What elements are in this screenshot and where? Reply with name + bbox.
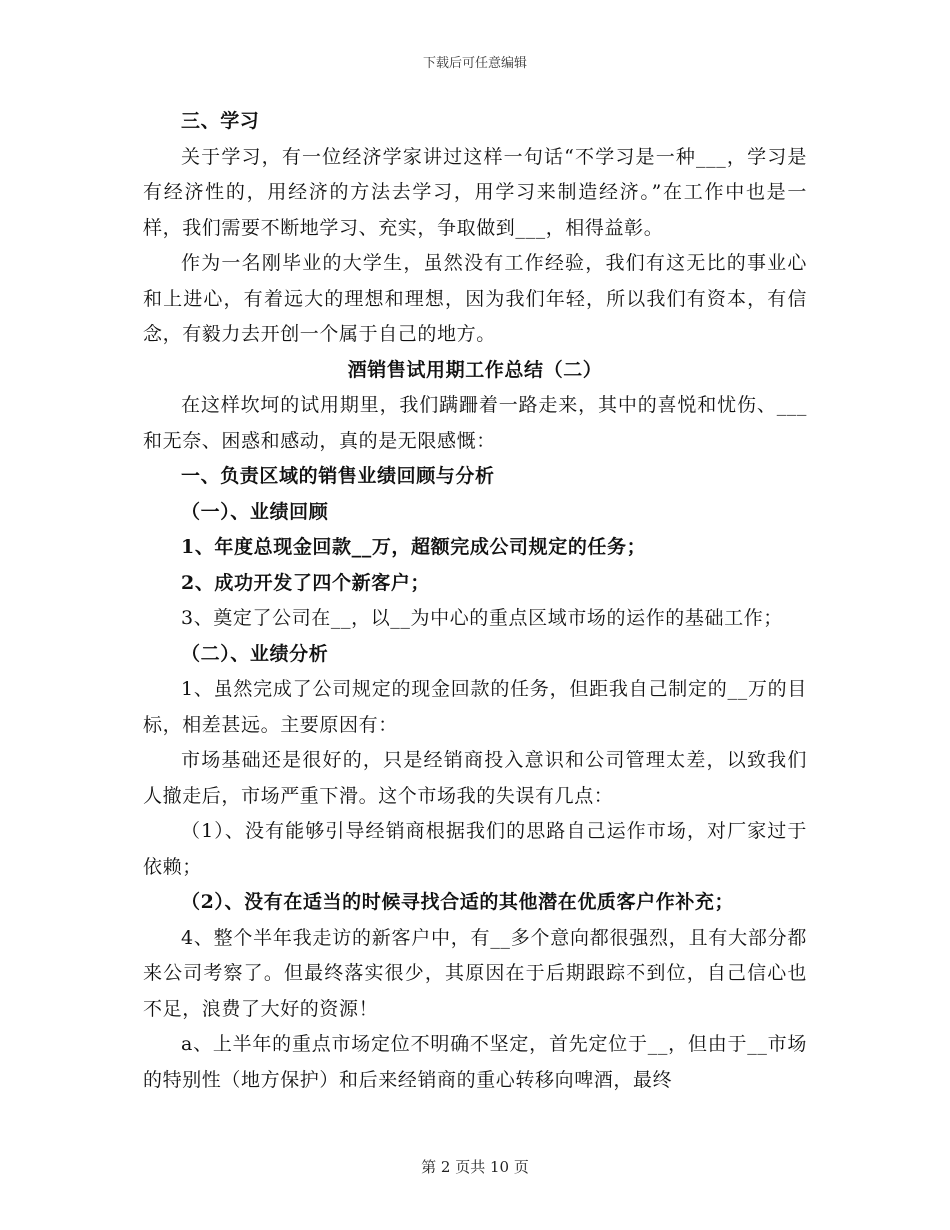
heading-paragraph: 三、学习 — [181, 110, 260, 132]
body-paragraph: 4、整个半年我走访的新客户中，有__多个意向都很强烈，且有大部分都来公司考察了。但最终落实很少，其原因在于后期跟踪不到位，自己信心也不足，浪费了大好的资源！ — [143, 926, 807, 1020]
heading-paragraph: 一、负责区域的销售业绩回顾与分析 — [181, 465, 495, 487]
body-paragraph: 关于学习，有一位经济学家讲过这样一句话“不学习是一种___，学习是有经济性的，用经济的方法去学习，用学习来制造经济。”在工作中也是一样，我们需要不断地学习、充实，争取做到___，相得益彰。 — [143, 145, 807, 239]
body-paragraph: a、上半年的重点市场定位不明确不坚定，首先定位于__，但由于__市场的特别性（地方保护）和后来经销商的重心转移向啤酒，最终 — [143, 1033, 807, 1091]
body-paragraph: （1）、没有能够引导经销商根据我们的思路自己运作市场，对厂家过于依赖； — [143, 820, 807, 878]
heading-paragraph: 1、年度总现金回款__万，超额完成公司规定的任务； — [181, 536, 647, 558]
heading-paragraph: 2、成功开发了四个新客户； — [181, 571, 431, 594]
document-body — [143, 104, 807, 1098]
heading-paragraph: （一）、业绩回顾 — [181, 500, 329, 523]
body-paragraph: 1、虽然完成了公司规定的现金回款的任务，但距我自己制定的__万的目标，相差甚远。主要原因有： — [143, 678, 807, 736]
page-header: 下载后可任意编辑 — [422, 56, 527, 71]
heading-paragraph: （2）、没有在适当的时候寻找合适的其他潜在优质客户作补充； — [181, 891, 735, 913]
body-paragraph: 在这样坎坷的试用期里，我们蹒跚着一路走来，其中的喜悦和忧伤、___和无奈、困惑和感动，真的是无限感慨： — [143, 394, 807, 452]
heading-paragraph: （二）、业绩分析 — [181, 642, 329, 665]
page-footer: 第 2 页共 10 页 — [421, 1158, 529, 1176]
body-paragraph: 市场基础还是很好的，只是经销商投入意识和公司管理太差，以致我们人撤走后，市场严重下滑。这个市场我的失误有几点： — [143, 749, 807, 807]
body-paragraph: 3、奠定了公司在__，以__为中心的重点区域市场的运作的基础工作； — [181, 607, 783, 629]
body-paragraph: 作为一名刚毕业的大学生，虽然没有工作经验，我们有这无比的事业心和上进心，有着远大的理想和理想，因为我们年轻，所以我们有资本，有信念，有毅力去开创一个属于自己的地方。 — [143, 252, 807, 345]
section-title: 酒销售试用期工作总结（二） — [347, 358, 603, 381]
